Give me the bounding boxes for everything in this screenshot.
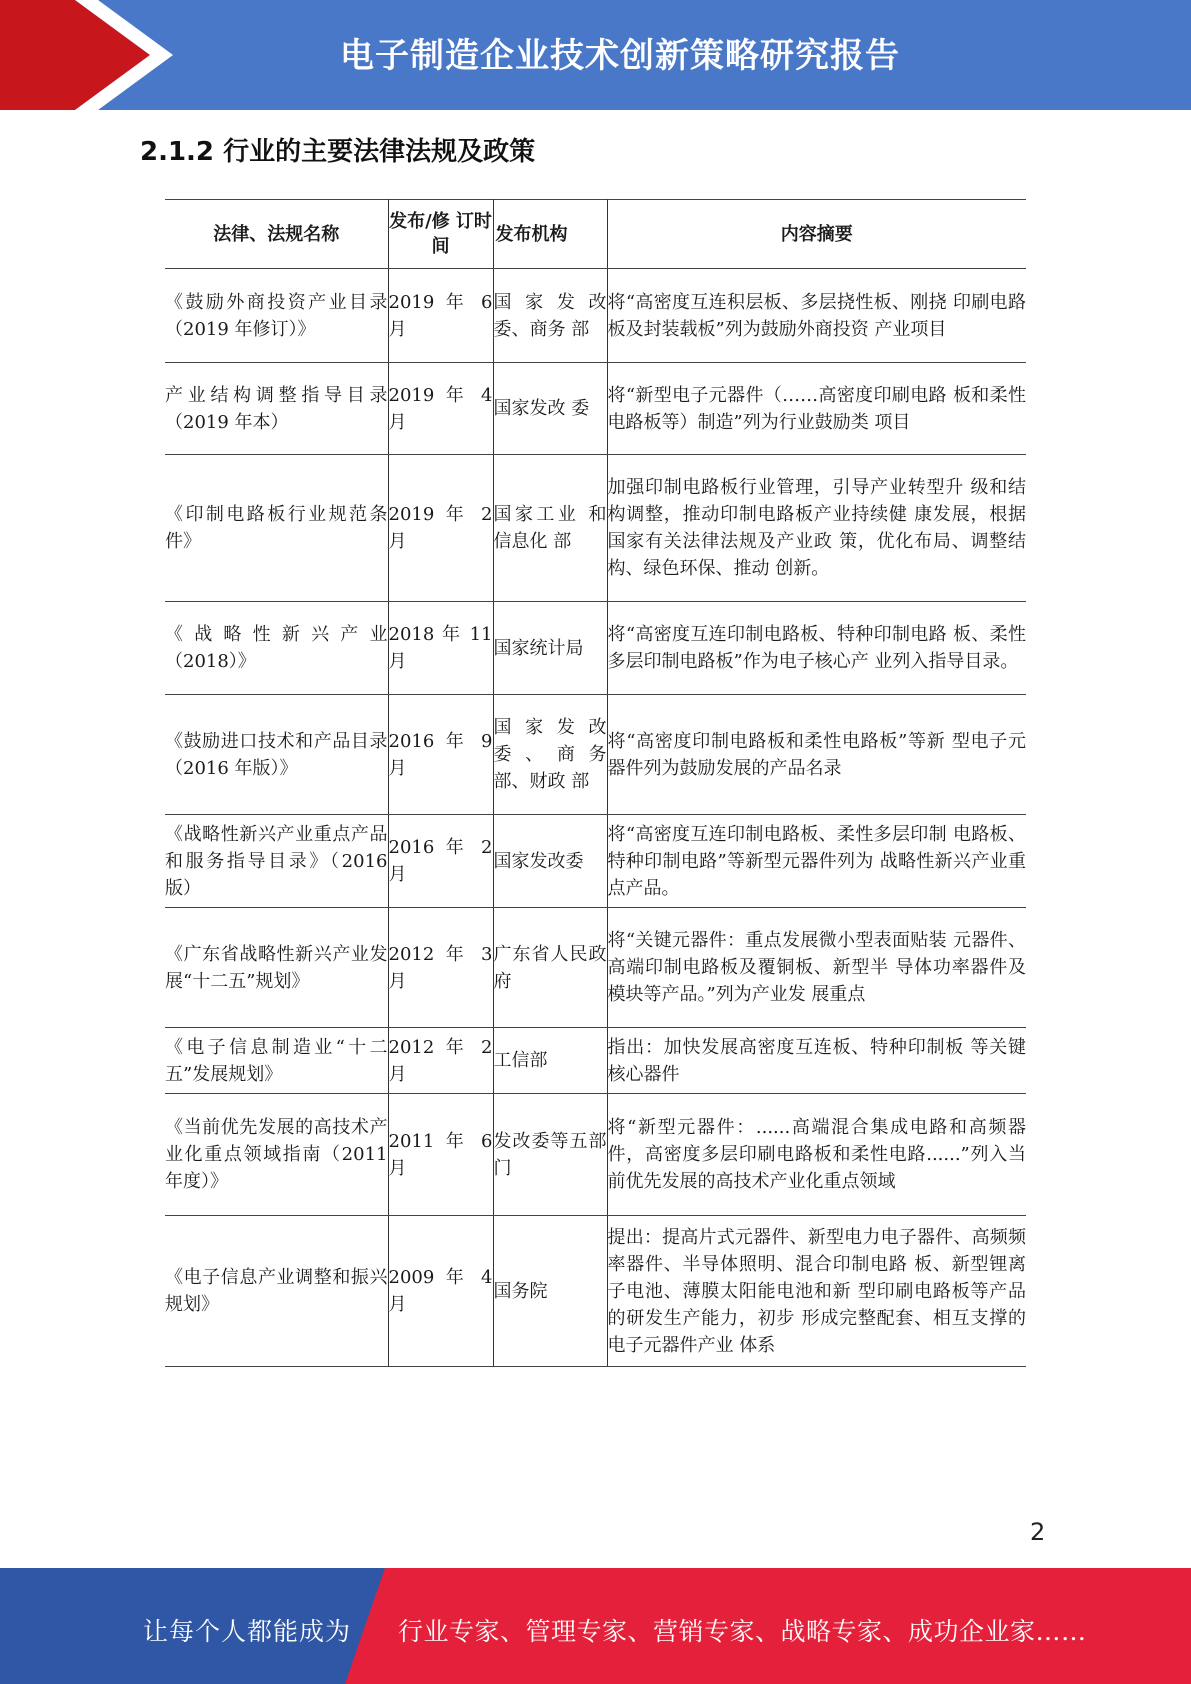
cell-date: 2012 年 3 月	[388, 908, 493, 1028]
cell-name: 《鼓励外商投资产业目录（2019 年修订）》	[165, 269, 388, 363]
cell-date: 2016 年 2 月	[388, 815, 493, 908]
cell-date: 2018 年 11 月	[388, 602, 493, 695]
cell-date: 2009 年 4 月	[388, 1216, 493, 1367]
cell-org: 国家工业 和信息化 部	[493, 455, 607, 602]
cell-name: 《电子信息制造业“十二五”发展规划》	[165, 1028, 388, 1094]
cell-org: 国 家 发 改委、商务 部	[493, 269, 607, 363]
cell-name: 《战略性新兴产业（2018）》	[165, 602, 388, 695]
cell-name: 产业结构调整指导目录（2019 年本）	[165, 363, 388, 455]
cell-org: 国务院	[493, 1216, 607, 1367]
header-chevron-decoration	[0, 0, 320, 110]
table-row	[165, 455, 1026, 602]
cell-summary: 将“新型电子元器件（……高密度印刷电路 板和柔性电路板等）制造”列为行业鼓励类 项目	[607, 363, 1026, 455]
table-row	[165, 269, 1026, 363]
cell-summary: 加强印制电路板行业管理，引导产业转型升 级和结构调整，推动印制电路板产业持续健 康发展，根据国家有关法律法规及产业政 策，优化布局、调整结构、绿色环保、推动 创新。	[607, 455, 1026, 602]
cell-summary: 将“高密度互连积层板、多层挠性板、刚挠 印刷电路板及封装载板”列为鼓励外商投资 产业项目	[607, 269, 1026, 363]
cell-date: 2011 年 6 月	[388, 1094, 493, 1216]
section-heading: 2.1.2 行业的主要法律法规及政策	[140, 137, 536, 167]
cell-name: 《战略性新兴产业重点产品和服务指导目录》（2016 版）	[165, 815, 388, 908]
cell-name: 《广东省战略性新兴产业发展“十二五”规划》	[165, 908, 388, 1028]
cell-name: 《鼓励进口技术和产品目录（2016 年版）》	[165, 695, 388, 815]
header-org: 发布机构	[493, 200, 607, 269]
table-row	[165, 908, 1026, 1028]
header-date: 发布/修 订时间	[388, 200, 493, 269]
table-row	[165, 695, 1026, 815]
cell-date: 2019 年 2 月	[388, 455, 493, 602]
regulations-table	[165, 199, 1026, 1367]
cell-summary: 将“关键元器件：重点发展微小型表面贴装 元器件、高端印制电路板及覆铜板、新型半 导体功率器件及模块等产品。”列为产业发 展重点	[607, 908, 1026, 1028]
header-name: 法律、法规名称	[165, 200, 388, 269]
table-row	[165, 1094, 1026, 1216]
table-row	[165, 602, 1026, 695]
cell-name: 《电子信息产业调整和振兴规划》	[165, 1216, 388, 1367]
cell-summary: 将“高密度互连印制电路板、特种印制电路 板、柔性多层印制电路板”作为电子核心产 业列入指导目录。	[607, 602, 1026, 695]
table-row	[165, 363, 1026, 455]
header-title: 电子制造企业技术创新策略研究报告	[340, 36, 900, 76]
cell-summary: 将“高密度互连印制电路板、柔性多层印制 电路板、特种印制电路”等新型元器件列为 战略性新兴产业重点产品。	[607, 815, 1026, 908]
cell-org: 国 家 发 改委、商务 部、财政 部	[493, 695, 607, 815]
cell-org: 国家发改委	[493, 815, 607, 908]
cell-name: 《印制电路板行业规范条件》	[165, 455, 388, 602]
cell-summary: 指出：加快发展高密度互连板、特种印制板 等关键核心器件	[607, 1028, 1026, 1094]
cell-summary: 将“高密度印制电路板和柔性电路板”等新 型电子元器件列为鼓励发展的产品名录	[607, 695, 1026, 815]
table-row	[165, 815, 1026, 908]
cell-summary: 提出：提高片式元器件、新型电力电子器件、高频频率器件、半导体照明、混合印制电路 板、新型锂离子电池、薄膜太阳能电池和新 型印刷电路板等产品的研发生产能力，初步 形成完整配套、相互支撑的电子元器件产业 体系	[607, 1216, 1026, 1367]
cell-name: 《当前优先发展的高技术产业化重点领域指南（2011 年度）》	[165, 1094, 388, 1216]
cell-org: 国家发改 委	[493, 363, 607, 455]
cell-date: 2019 年 6 月	[388, 269, 493, 363]
cell-org: 广东省人民政府	[493, 908, 607, 1028]
cell-date: 2019 年 4 月	[388, 363, 493, 455]
footer-slogan-right: 行业专家、管理专家、营销专家、战略专家、成功企业家……	[398, 1617, 1087, 1646]
cell-summary: 将“新型元器件：......高端混合集成电路和高频器件，高密度多层印刷电路板和柔性电路......”列入当前优先发展的高技术产业化重点领域	[607, 1094, 1026, 1216]
header-banner	[0, 0, 1191, 110]
cell-org: 国家统计局	[493, 602, 607, 695]
cell-org: 发改委等五部门	[493, 1094, 607, 1216]
cell-date: 2016 年 9 月	[388, 695, 493, 815]
header-summary: 内容摘要	[607, 200, 1026, 269]
table-row	[165, 1028, 1026, 1094]
cell-date: 2012 年 2 月	[388, 1028, 493, 1094]
footer-slogan-left: 让每个人都能成为	[143, 1617, 352, 1646]
table-row	[165, 1216, 1026, 1367]
cell-org: 工信部	[493, 1028, 607, 1094]
table-header-row	[165, 200, 1026, 269]
page-number: 2	[1030, 1518, 1046, 1546]
